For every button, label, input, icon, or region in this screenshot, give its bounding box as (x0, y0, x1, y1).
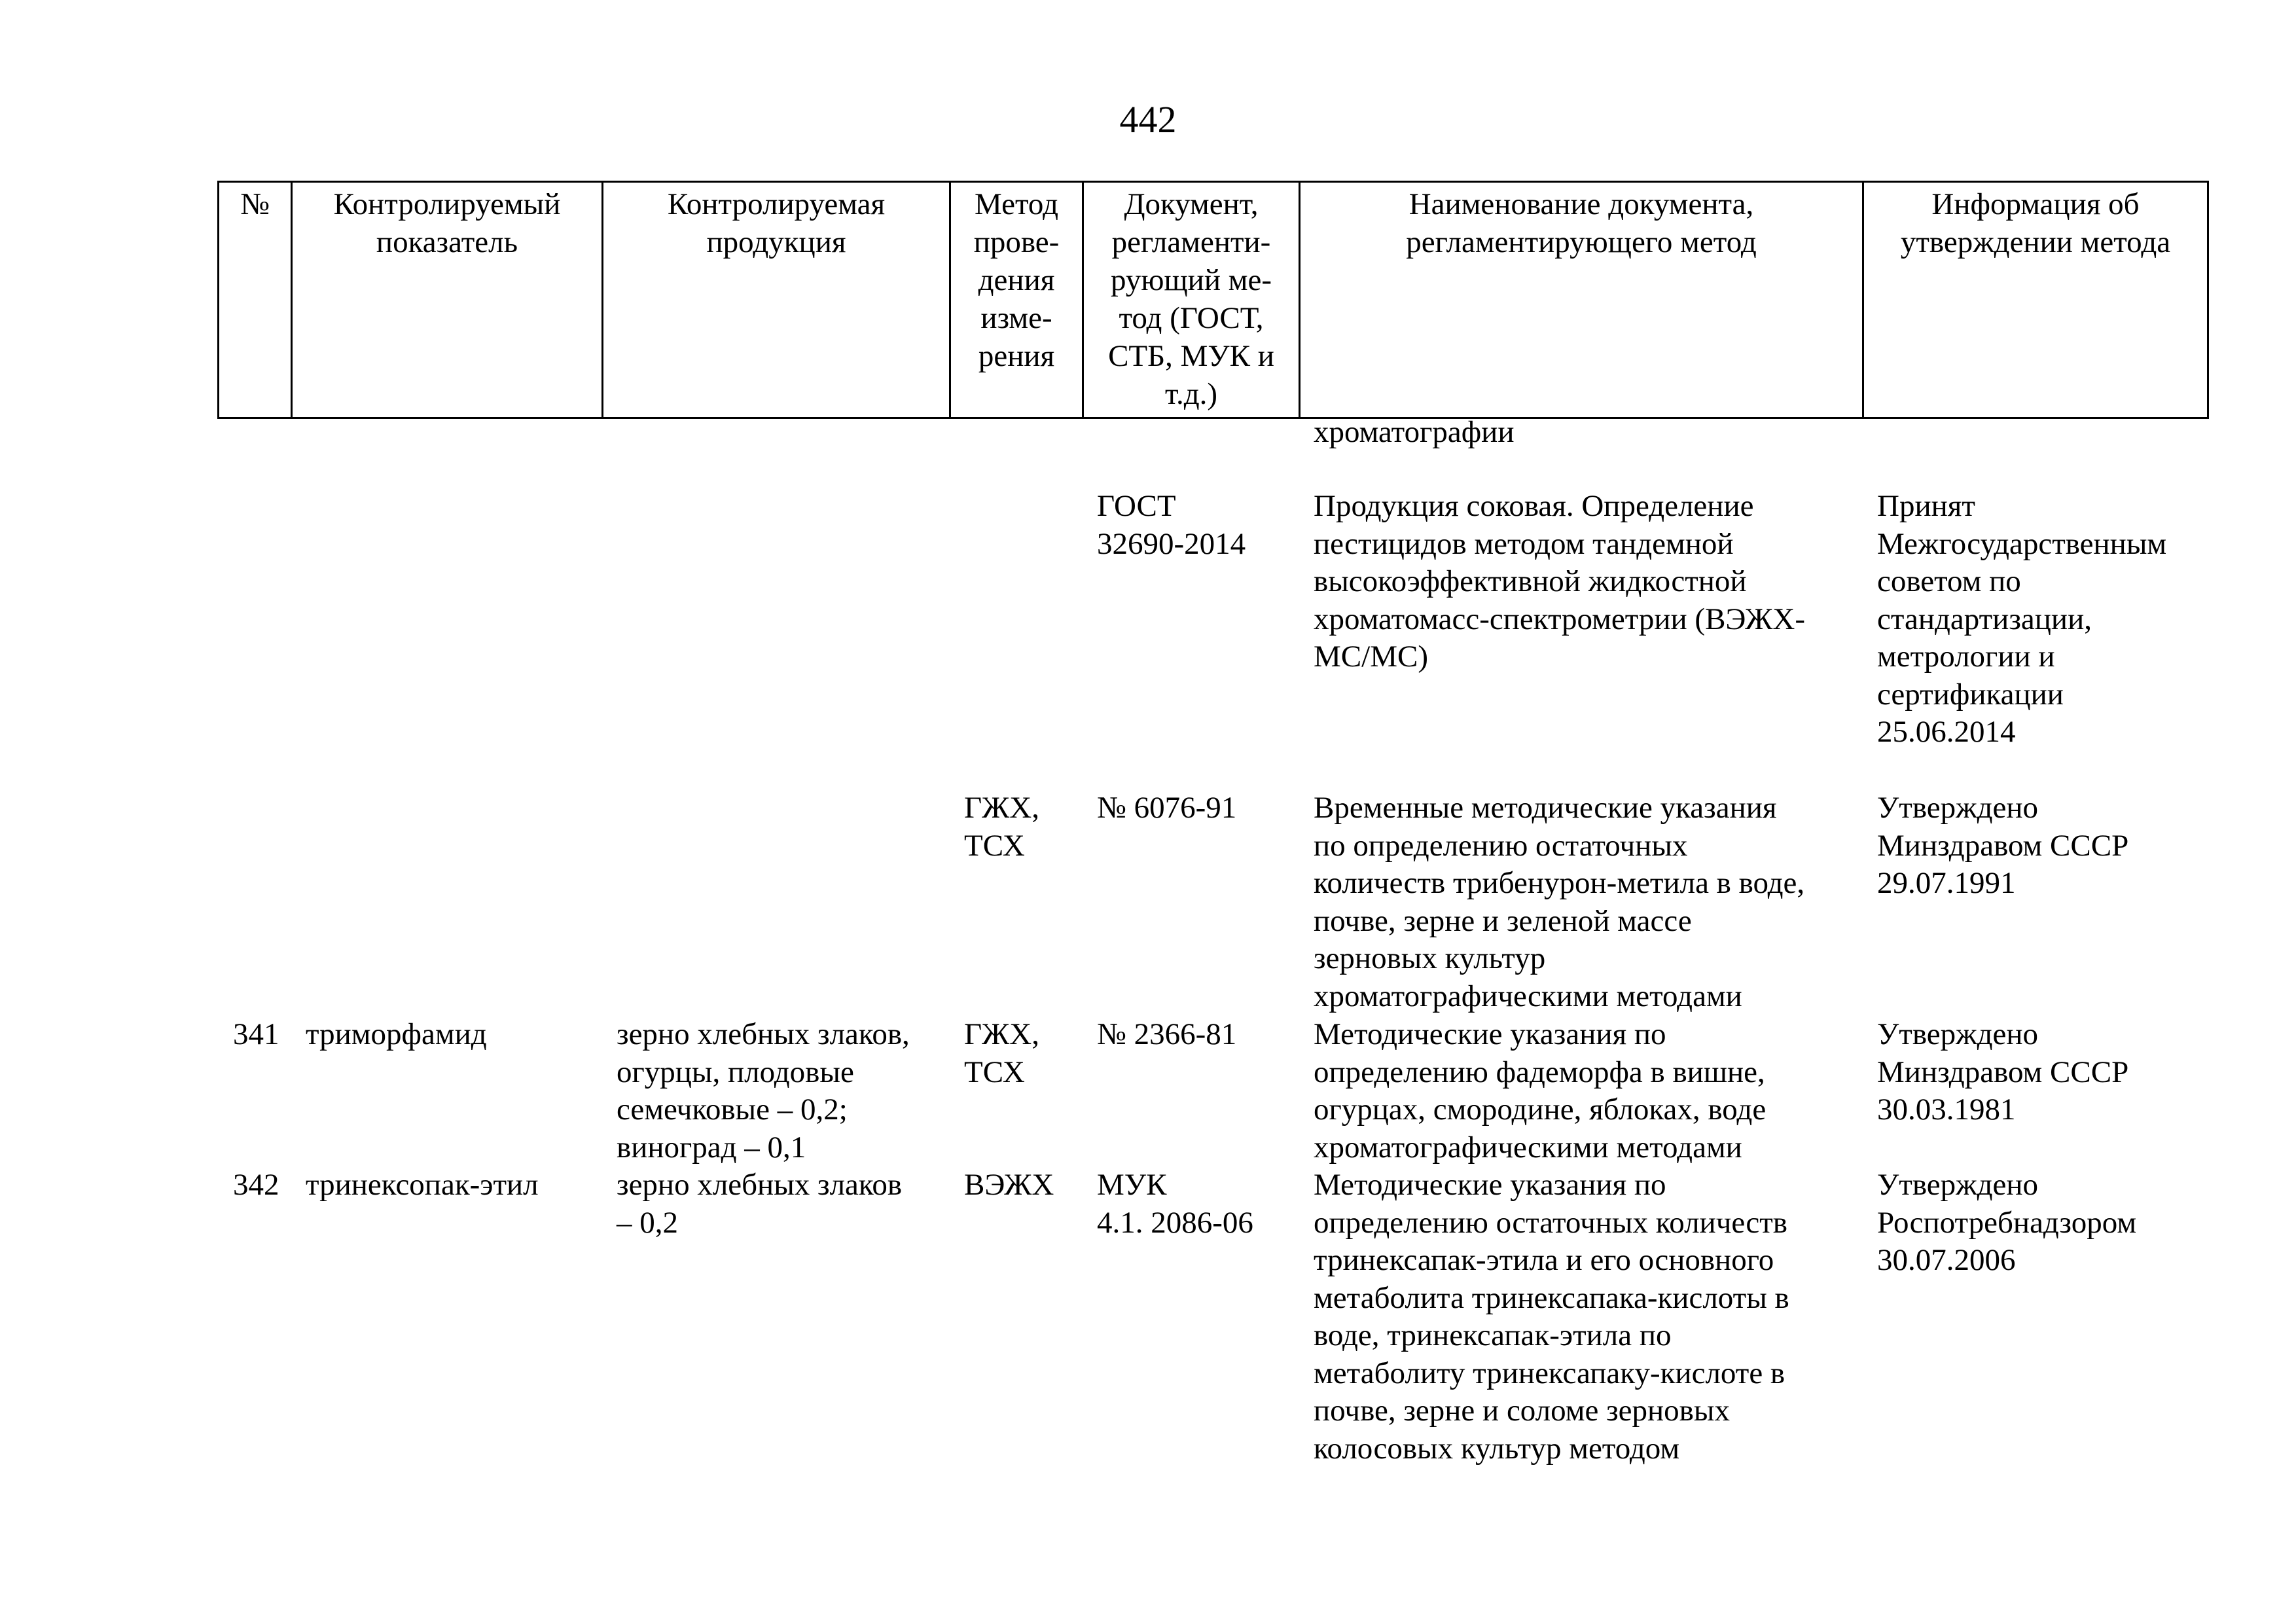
product-cell: зерно хлебных злаков – 0,2 (617, 1168, 903, 1240)
approval-cell: Утверждено Минздравом СССР 30.03.1981 (1877, 1017, 2129, 1127)
column-header-method: Метод прове- дения изме- рения (950, 182, 1083, 418)
document-name-cell: Временные методические указания по определению остаточных количеств трибенурон-метила в воде, почве, зерне и зеленой массе зерновых культур хроматографическими методами (1314, 791, 1805, 1013)
document-cell: № 2366-81 (1097, 1017, 1237, 1051)
document-cell: ГОСТ 32690-2014 (1097, 489, 1246, 561)
column-header-document-name: Наименование документа, регламентирующего метод (1300, 182, 1863, 418)
method-cell: ВЭЖХ (964, 1168, 1054, 1202)
row-number-cell: 341 (233, 1017, 279, 1051)
approval-cell: Утверждено Минздравом СССР 29.07.1991 (1877, 791, 2129, 900)
method-cell: ГЖХ, ТСХ (964, 1017, 1039, 1089)
product-cell: зерно хлебных злаков, огурцы, плодовые семечковые – 0,2; виноград – 0,1 (617, 1017, 910, 1164)
column-header-indicator: Контролируемый показатель (292, 182, 603, 418)
column-header-document: Документ, регламенти- рующий ме- тод (ГОСТ, СТБ, МУК и т.д.) (1083, 182, 1300, 418)
document-cell: № 6076-91 (1097, 791, 1237, 825)
approval-cell: Принят Межгосударственным советом по стандартизации, метрологии и сертификации 25.06.2014 (1877, 489, 2167, 749)
document-name-cell: хроматографии (1314, 415, 1515, 449)
method-cell: ГЖХ, ТСХ (964, 791, 1039, 863)
document-name-cell: Методические указания по определению остаточных количеств тринексапак-этила и его основного метаболита тринексапака-кислоты в воде, тринексапак-этила по метаболиту тринексапаку-кислоте в почве, зерне и соломе зерновых колосовых культур методом (1314, 1168, 1789, 1466)
column-header-no: № (219, 182, 292, 418)
approval-cell: Утверждено Роспотребнадзором 30.07.2006 (1877, 1168, 2137, 1277)
document-name-cell: Продукция соковая. Определение пестицидов методом тандемной высокоэффективной жидкостной хроматомасс-спектрометрии (ВЭЖХ- МС/МС) (1314, 489, 1805, 674)
indicator-cell: тринексопак-этил (306, 1168, 539, 1202)
row-number-cell: 342 (233, 1168, 279, 1202)
page-number: 442 (1119, 98, 1177, 141)
column-header-approval: Информация об утверждении метода (1863, 182, 2208, 418)
document-name-cell: Методические указания по определению фадеморфа в вишне, огурцах, смородине, яблоках, воде хроматографическими методами (1314, 1017, 1767, 1164)
column-header-product: Контролируемая продукция (603, 182, 950, 418)
document-cell: МУК 4.1. 2086-06 (1097, 1168, 1253, 1240)
indicator-cell: триморфамид (306, 1017, 487, 1051)
